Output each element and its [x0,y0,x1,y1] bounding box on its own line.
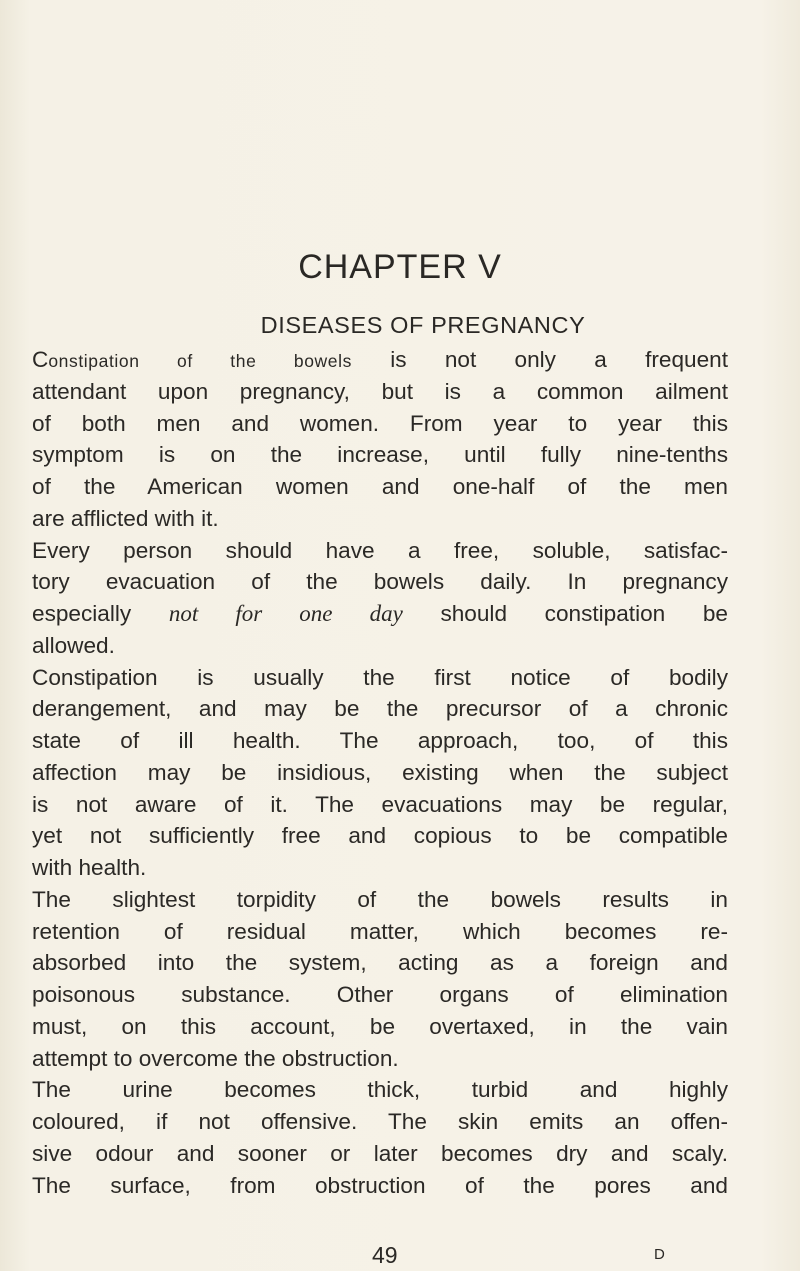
page-number: 49 [372,1242,398,1268]
text-line: retention of residual matter, which becomes re- [32,918,728,944]
text-line: allowed. [32,632,115,658]
text-line: must, on this account, be overtaxed, in the vain [32,1013,728,1039]
text-line-1 [32,344,728,376]
text-line: sive odour and sooner or later becomes dry and scaly. [32,1140,728,1166]
text-line: symptom is on the increase, until fully nine-tenths [32,442,728,468]
text-line: The surface, from obstruction of the pores and [32,1172,728,1198]
text-line: affection may be insidious, existing when the subject [32,759,728,785]
line-9-after: should constipation be [402,601,728,626]
drop-initial: C [32,347,49,372]
text-line: tory evacuation of the bowels daily. In pregnancy [32,569,728,595]
text-line: yet not sufficiently free and copious to be compatible [32,823,728,849]
text-line: absorbed into the system, acting as a foreign and [32,950,728,976]
italic-emphasis: not for one day [168,601,403,626]
text-line: attempt to overcome the obstruction. [32,1045,399,1071]
body-text [32,344,728,1201]
text-line: attendant upon pregnancy, but is a common ailment [32,378,728,404]
text-line: poisonous substance. Other organs of elimination [32,982,728,1007]
text-line: state of ill health. The approach, too, of this [32,728,728,753]
text-line: are afflicted with it. [32,505,219,531]
text-line: coloured, if not offensive. The skin emits an offen- [32,1109,728,1134]
text-line: is not aware of it. The evacuations may be regular, [32,791,728,817]
section-title: DISEASES OF PREGNANCY [260,312,586,338]
text-line-9 [32,598,728,630]
text-line: of both men and women. From year to year this [32,410,728,436]
text-line: The urine becomes thick, turbid and highly [32,1077,728,1103]
text-line: derangement, and may be the precursor of a chronic [32,696,728,722]
text-line: with health. [32,855,147,880]
text-line: Constipation is usually the first notice of bodily [32,664,728,690]
line-1-rest: is not only a frequent [351,347,728,372]
line-9-before: especially [32,601,169,626]
text-line: Every person should have a free, soluble, satisfac- [32,537,728,563]
chapter-title: CHAPTER V [298,248,502,286]
small-caps-lead: onstipation of the bowels [48,351,352,371]
text-line: of the American women and one-half of the men [32,474,728,499]
signature-mark: D [654,1246,665,1263]
text-line: The slightest torpidity of the bowels results in [32,886,728,912]
